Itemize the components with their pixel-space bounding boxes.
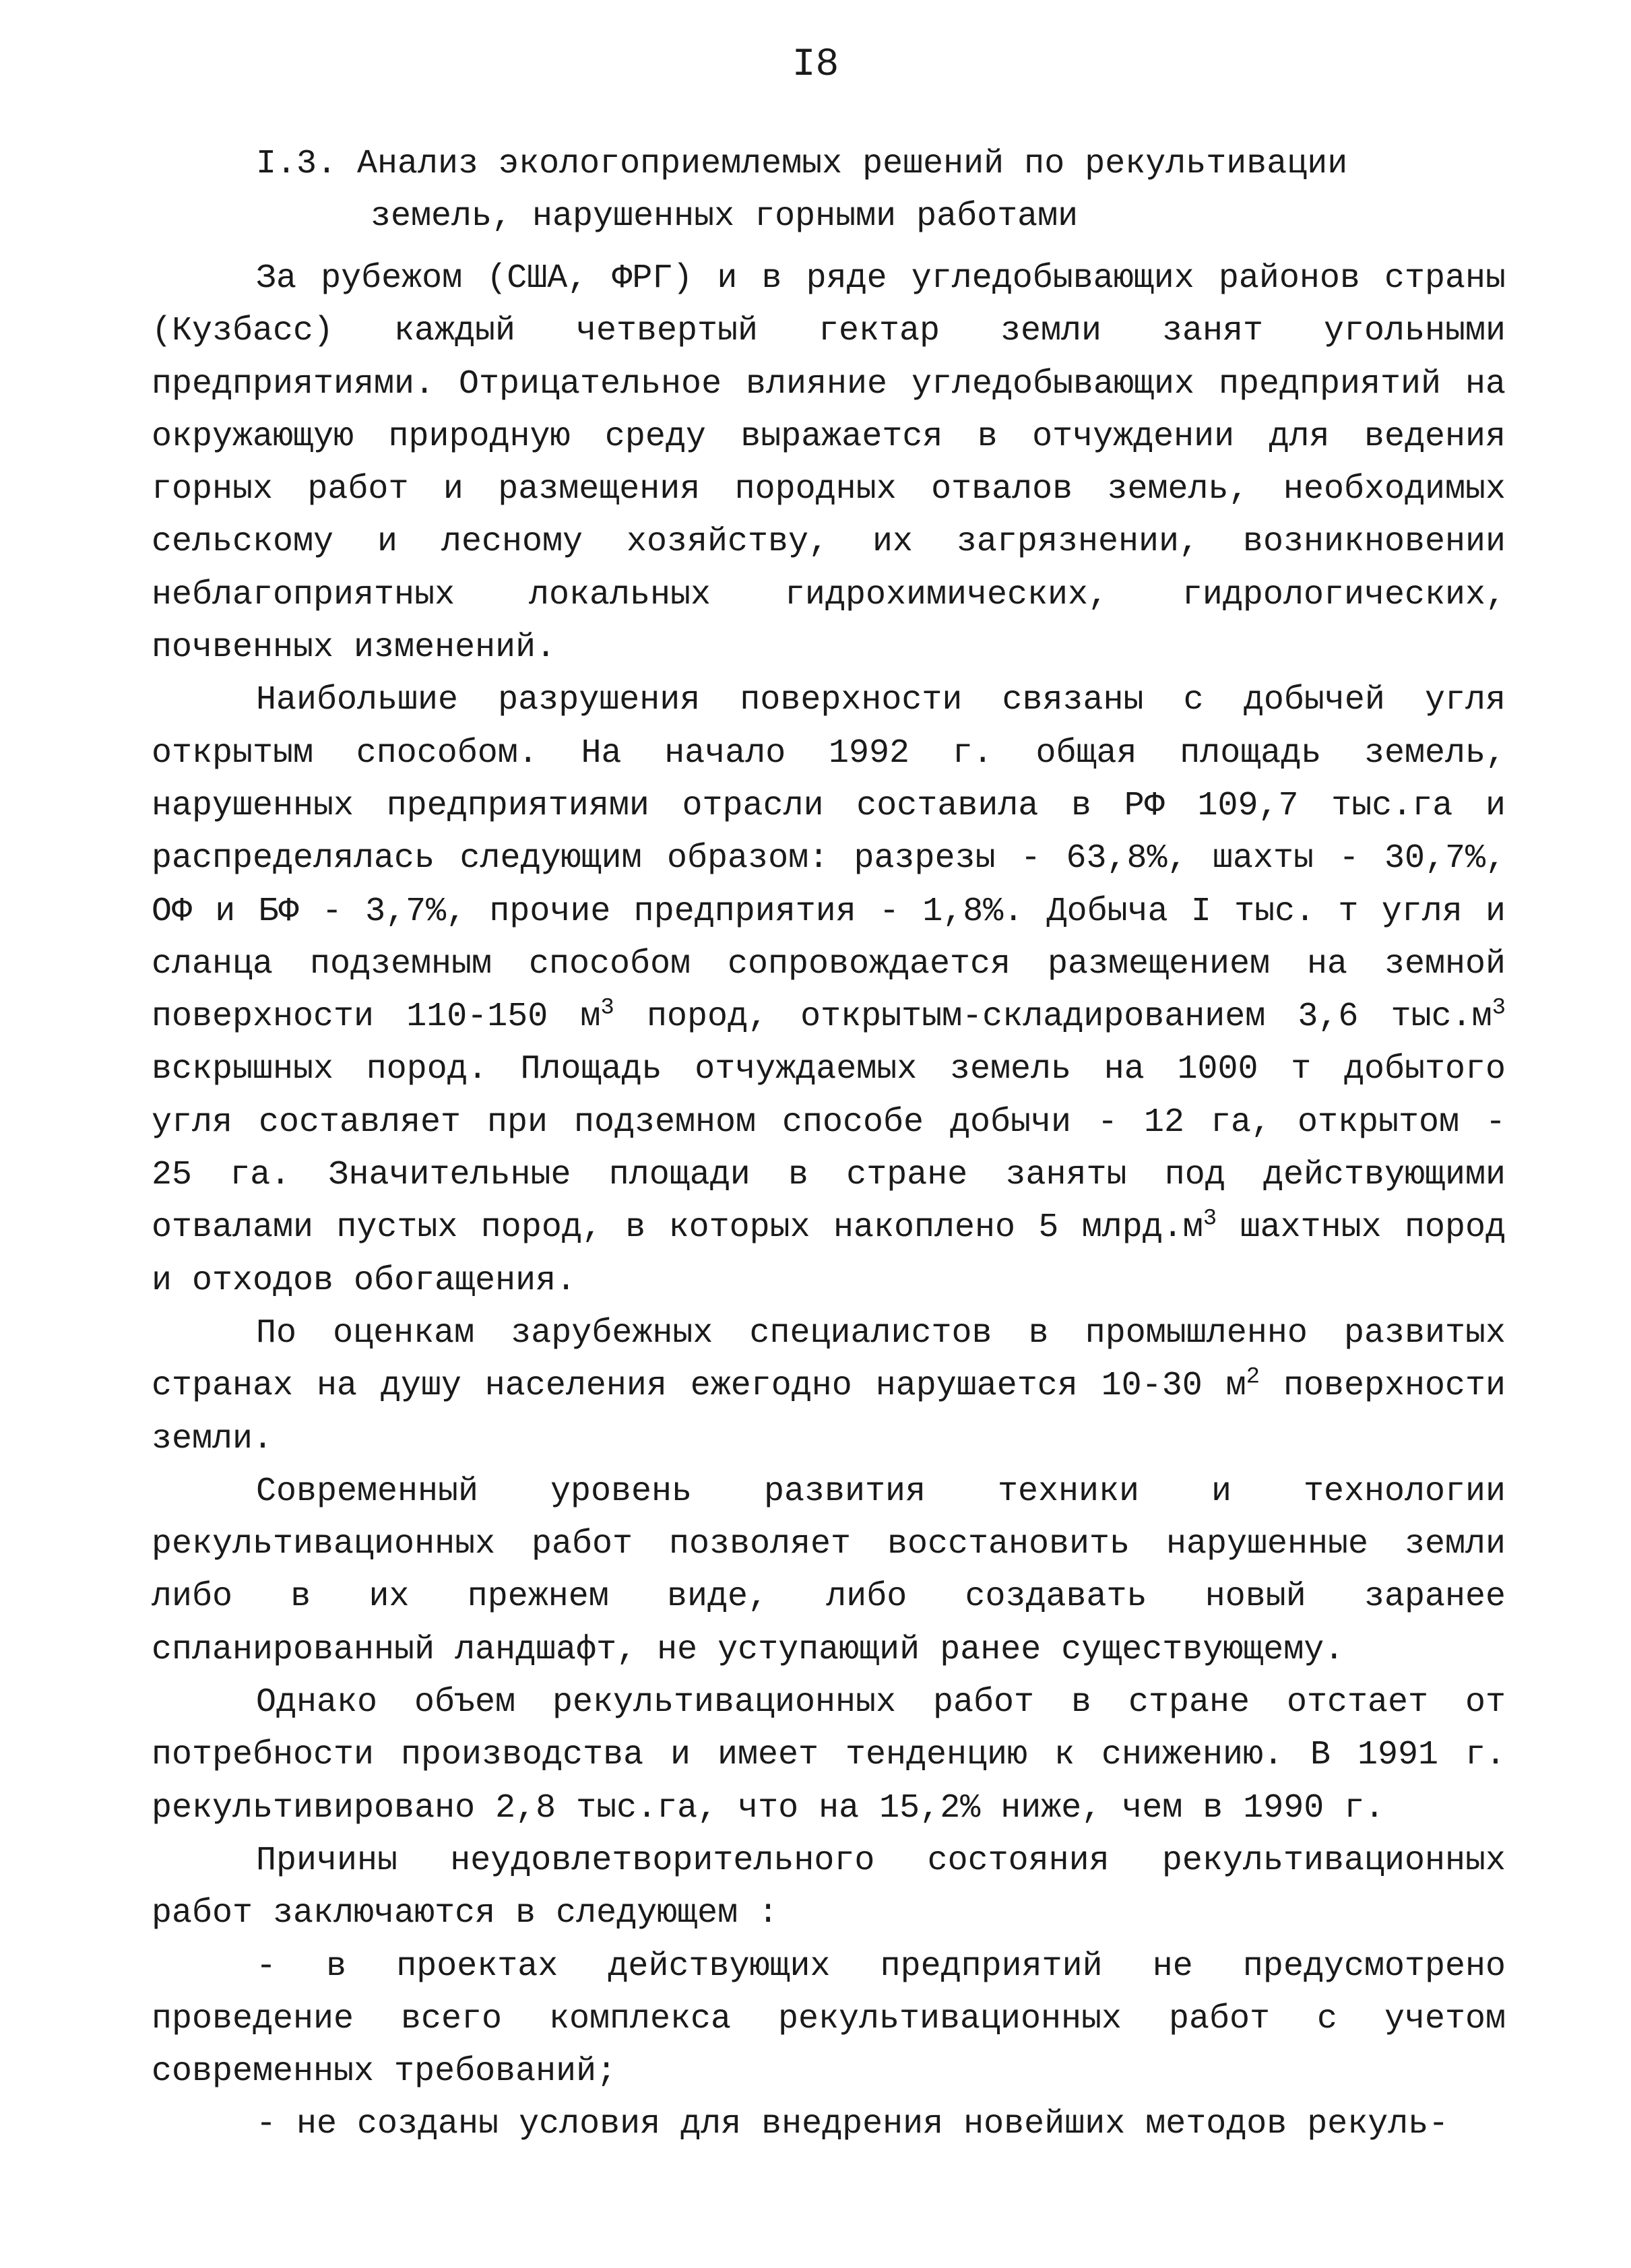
superscript-cubic-1: 3 — [600, 995, 614, 1021]
paragraph-1: За рубежом (США, ФРГ) и в ряде угледобывающих районов страны (Кузбасс) каждый четвертый гектар земли занят угольными предприятиями. Отрицательное влияние угледобывающих предприятий на окружающую природную среду выражается в отчуждении для ведения горных работ и размещения породных отвалов земель, необходимых сельскому и лесному хозяйству, их загрязнении, возникновении неблагоприятных локальных гидрохимических, гидрологических, почвенных изменений. — [152, 259, 1506, 668]
section-heading-line1: I.3. Анализ экологоприемлемых решений по рекультивации — [256, 145, 1348, 183]
section-heading-line2: земель, нарушенных горными работами — [371, 197, 1079, 236]
paragraph-4: Современный уровень развития техники и технологии рекультивационных работ позволяет восстановить нарушенные земли либо в их прежнем виде, либо создавать новый заранее спланированный ландшафт, не уступающий ранее существующему. — [152, 1472, 1506, 1669]
page-number: I8 — [792, 43, 839, 87]
paragraph-5: Однако объем рекультивационных работ в стране отстает от потребности производства и имеет тенденцию к снижению. В 1991 г. рекультивировано 2,8 тыс.га, что на 15,2% ниже, чем в 1990 г. — [152, 1683, 1506, 1827]
paragraph-6: Причины неудовлетворительного состояния рекультивационных работ заключаются в следующем : — [152, 1841, 1506, 1933]
section-heading — [256, 138, 1536, 243]
list-item-2: - не созданы условия для внедрения новейших методов рекуль- — [256, 2105, 1449, 2144]
superscript-cubic-2: 3 — [1492, 995, 1506, 1021]
paragraph-3 — [152, 1307, 1506, 1466]
paragraph-3-text-b: поверхности земли. — [152, 1367, 1506, 1458]
paragraph-2-text-a: Наибольшие разрушения поверхности связаны с добычей угля открытым способом. На начало 1992 г. общая площадь земель, нарушенных предприятиями отрасли составила в РФ 109,7 тыс.га и распределялась следующим образом: разрезы - 63,8%, шахты - 30,7%, ОФ и БФ - 3,7%, прочие предприятия - 1,8%. Добыча I тыс. т угля и сланца подземным способом сопровождается размещением на земной поверхности 110-150 м — [152, 681, 1506, 1037]
paragraph-3-text-a: По оценкам зарубежных специалистов в промышленно развитых странах на душу населения ежегодно нарушается 10-30 м — [152, 1314, 1506, 1406]
superscript-cubic-3: 3 — [1203, 1206, 1217, 1232]
paragraph-2-text-c: вскрышных пород. Площадь отчуждаемых земель на 1000 т добытого угля составляет при подземном способе добычи - 12 га, открытом - 25 га. Значительные площади в стране заняты под действующими отвалами пустых пород, в которых накоплено 5 млрд.м — [152, 1050, 1506, 1248]
paragraph-2-text-d: шахтных пород и отходов обогащения. — [152, 1208, 1506, 1300]
paragraph-2 — [152, 674, 1506, 1307]
list-item-1: - в проектах действующих предприятий не предусмотрено проведение всего комплекса рекультивационных работ с учетом современных требований; — [152, 1947, 1506, 2092]
document-body — [152, 253, 1506, 2151]
superscript-square: 2 — [1246, 1364, 1260, 1390]
paragraph-2-text-b: пород, открытым-складированием 3,6 тыс.м — [614, 998, 1492, 1037]
